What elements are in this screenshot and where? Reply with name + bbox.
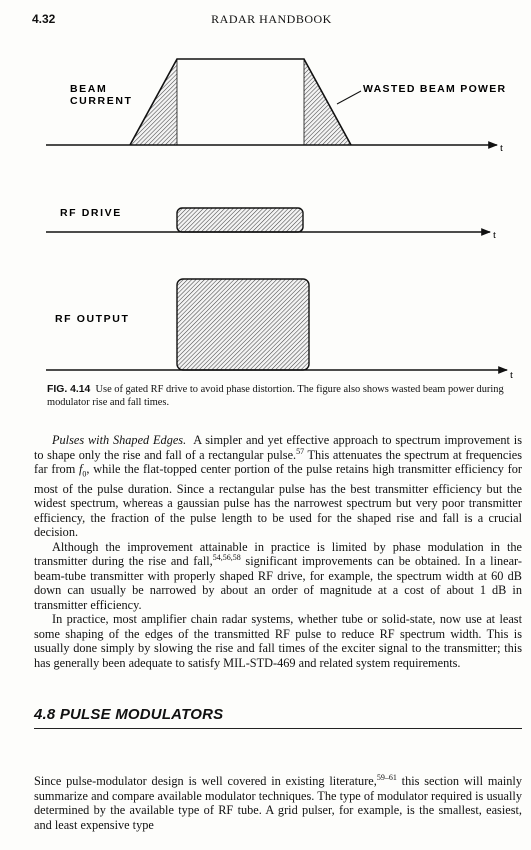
text-run: , while the flat-topped center portion of the pulse retains high transmitter efficiency for most of the pulse duration. Since a rectangular pulse has the best transmitter efficiency but the widest spectrum, whereas a gaussian pulse has the narrowest spectrum but very poor transmitter efficiency, the fraction of the pulse length to be used for the shaped rise and fall is a crucial decision. [34,462,522,540]
time-label-2: t [493,229,498,241]
section-rule [34,728,522,729]
wasted-beam-power-label: WASTED BEAM POWER [363,83,507,95]
beam-label-1: BEAM [70,83,108,95]
text-run: significant improvements can be obtained. In a linear-beam-tube transmitter with properly shaped RF drive, for example, the spectrum width at 60 dB down can usually be narrowed by about an order of magnitude at a cost of about 1 dB in transmitter efficiency. [34,554,522,612]
section-heading: 4.8 PULSE MODULATORS [34,706,224,723]
beam-label-2: CURRENT [70,95,133,107]
paragraph: In practice, most amplifier chain radar systems, whether tube or solid-state, now use at least some shaping of the edges of the transmitted RF pulse to reduce RF spectrum width. This is usually done simply by slowing the rise and fall times of the exciter signal to the transmitter; this has generally been adequate to satisfy MIL-STD-469 and related system requirements. [34,612,522,670]
figure-caption [47,383,513,409]
paragraph [34,433,522,540]
wasted-power-pointer [337,91,361,104]
figure-number: FIG. 4.14 [47,384,91,395]
symbol-f: f [78,462,83,476]
page-number: 4.32 [32,12,56,26]
text-run: This attenuates the spectrum at frequencies far from [34,447,522,476]
text-run: Since pulse-modulator design is well covered in existing literature, [34,774,377,788]
rf-output-pulse [177,279,309,370]
rf-output-label: RF OUTPUT [55,313,130,325]
rf-drive-pulse [177,208,303,232]
time-label-1: t [500,142,505,154]
reference: 57 [296,446,305,456]
symbol-subscript: 0 [82,469,87,479]
text-run: this section will mainly summarize and compare available modulator techniques. The type of modulator required is usually determined by the available type of RF tube. A grid pulser, for example, is the smallest, easiest, and least expensive type [34,774,522,832]
figure-4-14 [0,0,531,385]
paragraph [34,540,522,613]
text-run: Although the improvement attainable in practice is limited by phase modulation in the transmitter during the rise and fall, [34,539,522,569]
running-title: RADAR HANDBOOK [211,12,332,26]
paragraph-heading: Pulses with Shaped Edges. [52,433,187,447]
rf-drive-label: RF DRIVE [60,207,122,219]
body-text [34,433,522,670]
reference: 59–61 [376,773,397,782]
section-body-text [34,774,522,832]
time-label-3: t [510,369,515,381]
paragraph [34,774,522,832]
text-run: A simpler and yet effective approach to spectrum improvement is to shape only the rise and fall of a rectangular pulse. [34,433,522,462]
caption-text: Use of gated RF drive to avoid phase distortion. The figure also shows wasted beam power during modulator rise and fall times. [47,384,504,408]
reference: 54,56,58 [212,553,241,563]
